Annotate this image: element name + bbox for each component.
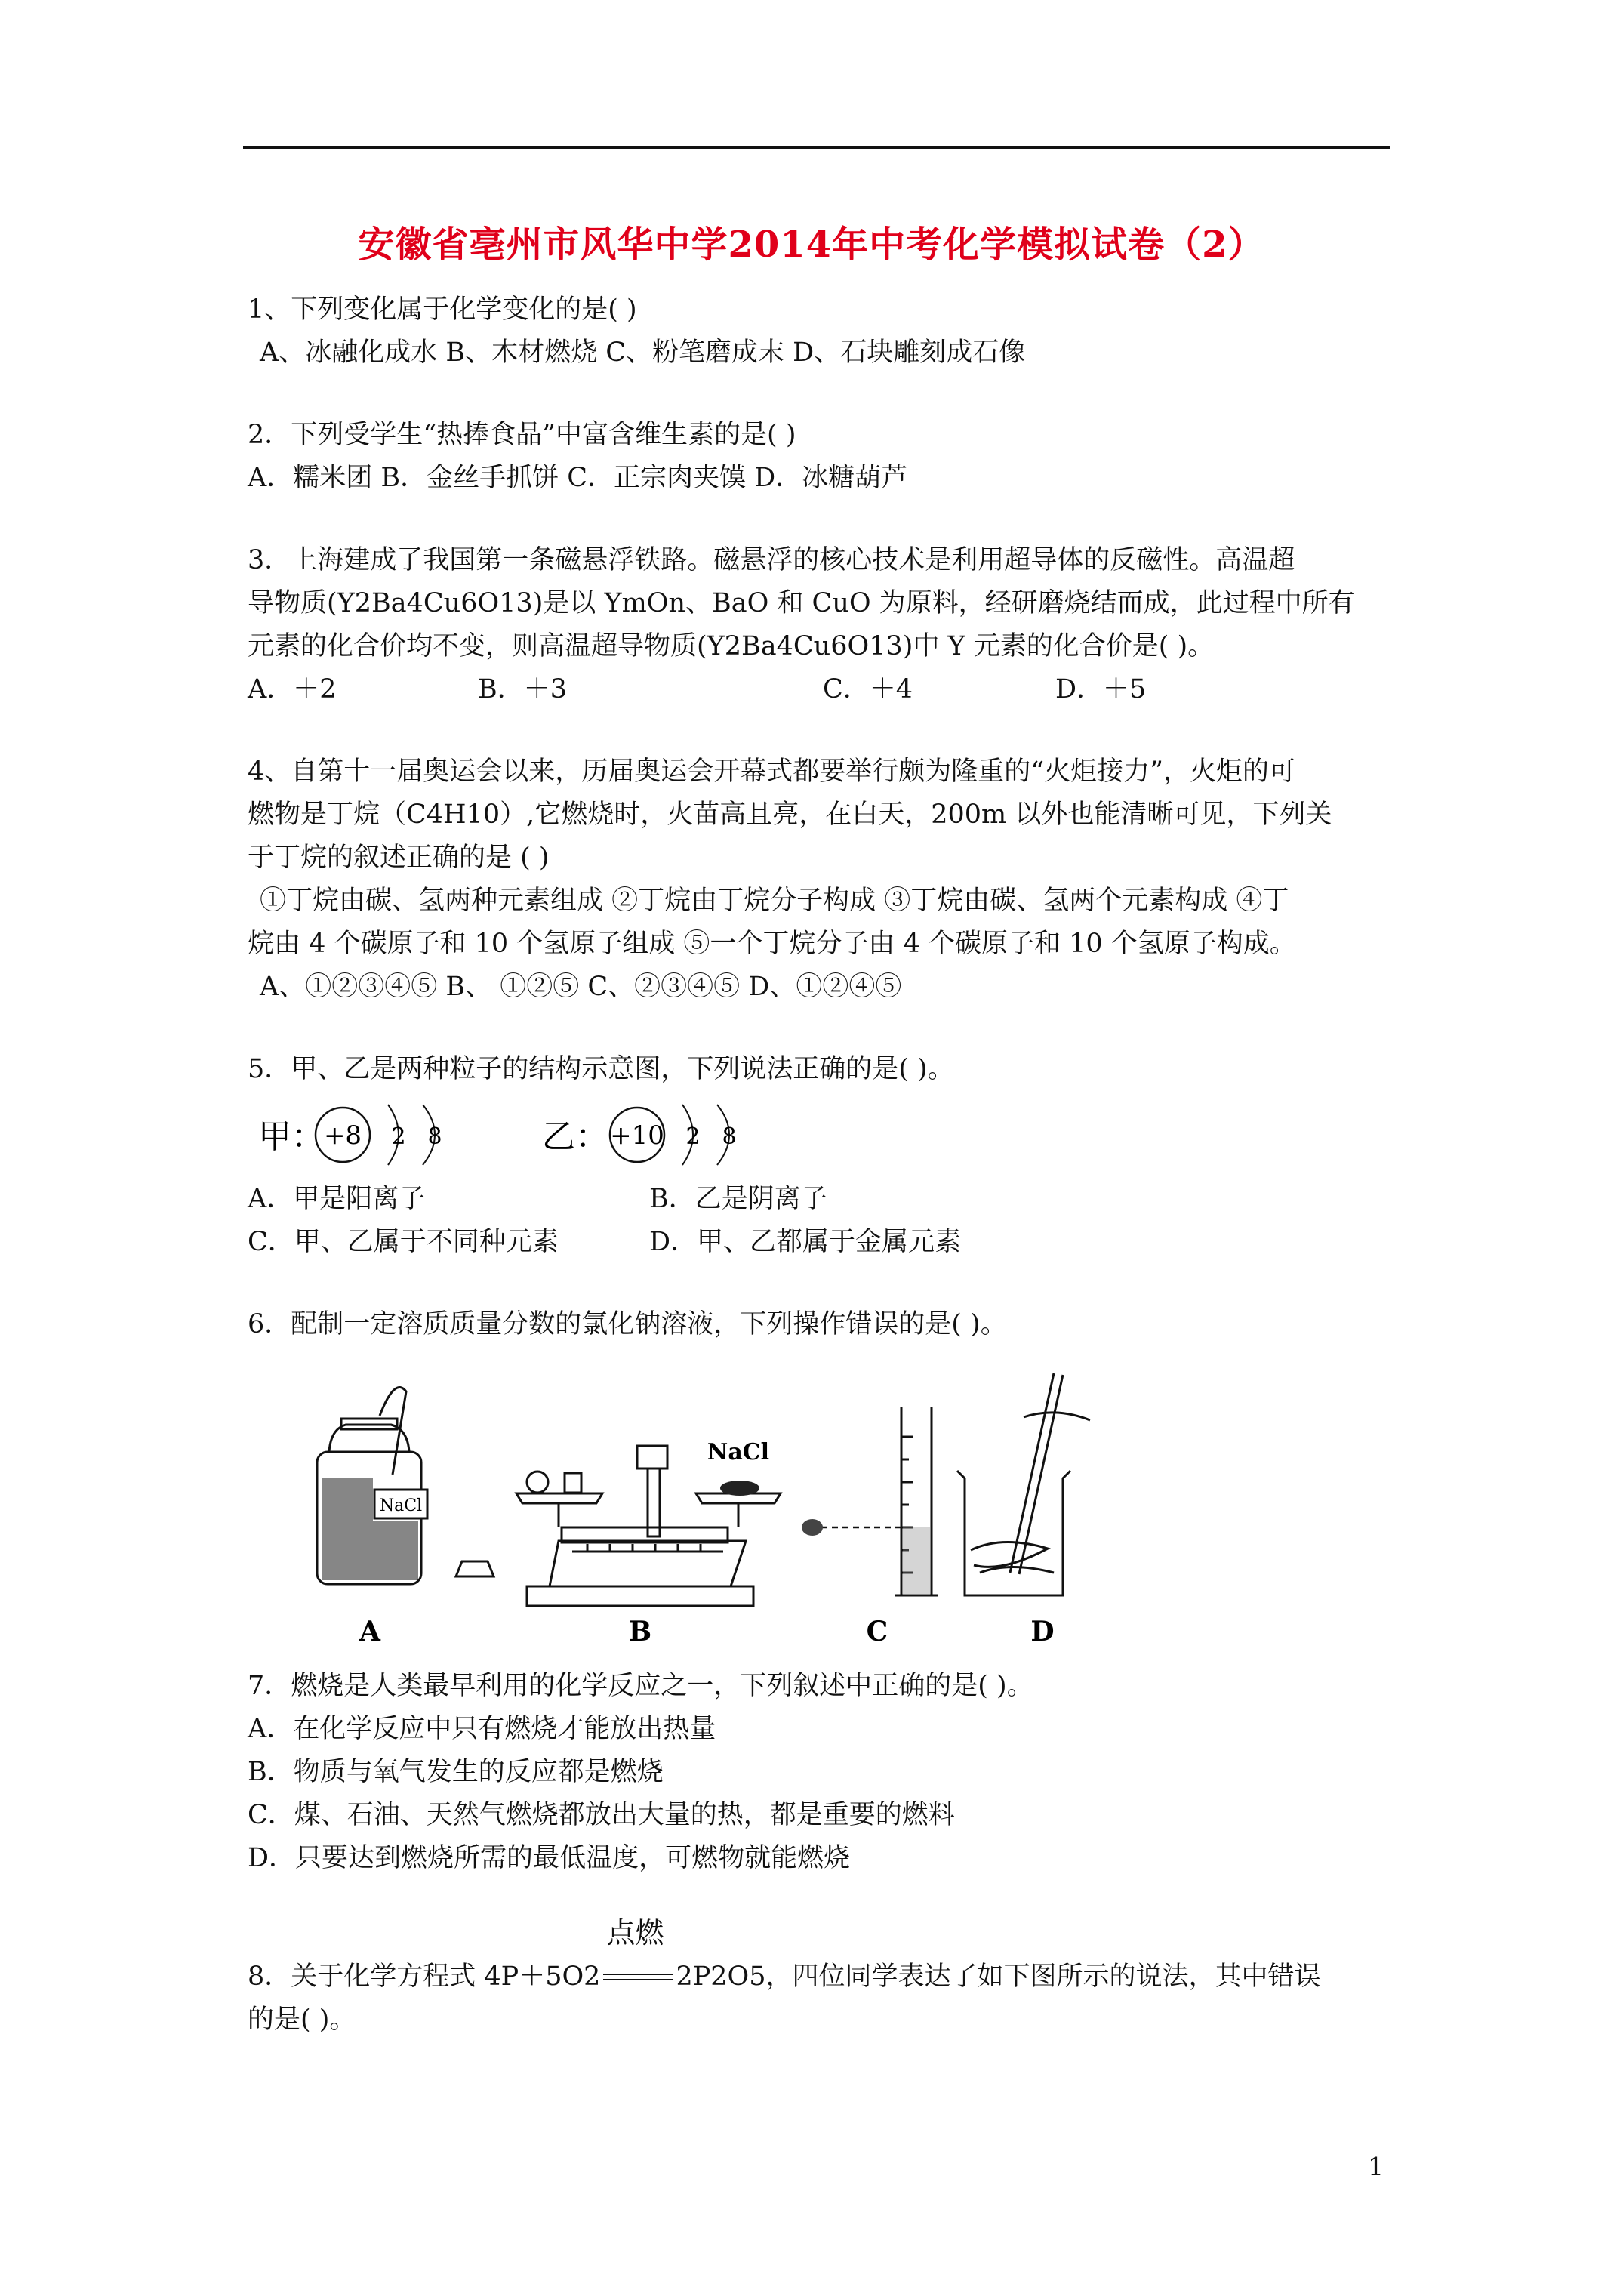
particle-a-label: 甲： [258,1117,325,1156]
particle-b-shell-1: 2 [685,1123,701,1150]
particle-b-label: 乙： [542,1117,608,1156]
reaction-condition: 点燃 [606,1916,664,1949]
particle-b-nucleus-charge: +10 [610,1120,664,1151]
atomic-structure-diagrams [248,1091,1395,1178]
eye-icon [802,1519,823,1536]
question-8-equation-line [248,1916,1395,1999]
option-a: A．甲是阳离子 [248,1184,426,1214]
question-7-option-c: C．煤、石油、天然气燃烧都放出大量的热，都是重要的燃料 [248,1800,955,1830]
option-c: C．＋4 [823,674,913,704]
question-4-line: 烷由 4 个碳原子和 10 个氢原子组成 ⑤一个丁烷分子由 4 个碳原子和 10 个氢原子构成。 [248,929,1296,959]
figure-label-c: C [866,1616,888,1647]
beaker [957,1373,1090,1595]
question-5-options-row-1 [248,1178,1395,1221]
question-1-options: A、冰融化成水 B、木材燃烧 C、粉笔磨成末 D、石块雕刻成石像 [260,337,1026,368]
balance [423,1446,781,1609]
particle-b-shell-2: 8 [722,1123,737,1150]
question-8-line-2: 的是( )。 [248,2005,356,2035]
lab-operations-svg [248,1346,1380,1648]
question-7-stem: 7．燃烧是人类最早利用的化学反应之一，下列叙述中正确的是( )。 [248,1671,1033,1701]
question-7-option-b: B．物质与氧气发生的反应都是燃烧 [248,1757,664,1787]
question-1-stem: 1、下列变化属于化学变化的是( ) [248,294,637,325]
equation-suffix: 2P2O5，四位同学表达了如下图所示的说法，其中错误 [676,1962,1321,1992]
atomic-structure-svg [248,1091,927,1178]
particle-a-nucleus-charge: +8 [323,1120,362,1151]
question-7-option-d: D．只要达到燃烧所需的最低温度，可燃物就能燃烧 [248,1843,851,1873]
page-number: 1 [1368,2152,1384,2181]
question-3-line: 3．上海建成了我国第一条磁悬浮铁路。磁悬浮的核心技术是利用超导体的反磁性。高温超 [248,545,1295,575]
option-d: D．甲、乙都属于金属元素 [649,1227,962,1257]
particle-a-shell-1: 2 [391,1123,406,1150]
question-4-line: ①丁烷由碳、氢两种元素组成 ②丁烷由丁烷分子构成 ③丁烷由碳、氢两个元素构成 ④丁 [260,886,1289,916]
question-5-stem: 5．甲、乙是两种粒子的结构示意图，下列说法正确的是( )。 [248,1054,954,1084]
question-3-line: 元素的化合价均不变，则高温超导物质(Y2Ba4Cu6O13)中 Y 元素的化合价是( )。 [248,631,1215,661]
question-3-options [248,668,1395,711]
question-5-options-row-2 [248,1221,1395,1264]
question-4-line: 4、自第十一届奥运会以来，历届奥运会开幕式都要举行颇为隆重的“火炬接力”，火炬的可 [248,757,1296,787]
header-rule [243,146,1390,149]
lab-operations-figure [248,1346,1395,1648]
liquid-in-cylinder [903,1527,930,1594]
option-d: D．＋5 [1055,674,1147,704]
page-title: 安徽省亳州市风华中学2014年中考化学模拟试卷（2） [358,223,1265,266]
question-2-stem: 2．下列受学生“热捧食品”中富含维生素的是( ) [248,420,796,450]
question-4-line: 燃物是丁烷（C4H10）,它燃烧时，火苗高且亮，在白天，200m 以外也能清晰可见，下列关 [248,800,1332,830]
question-4-line: 于丁烷的叙述正确的是 ( ) [248,843,550,873]
reaction-arrow [600,1916,676,1999]
figure-label-a: A [359,1616,380,1647]
figure-label-d: D [1030,1616,1055,1647]
exam-body [248,288,1395,2042]
option-c: C．甲、乙属于不同种元素 [248,1227,559,1257]
equation-prefix: 8．关于化学方程式 4P＋5O2 [248,1962,601,1992]
question-4-options: A、①②③④⑤ B、 ①②⑤ C、②③④⑤ D、①②④⑤ [260,972,902,1002]
salt-on-pan [720,1481,759,1496]
option-b: B．＋3 [478,674,567,704]
balance-reagent-label: NaCl [707,1439,770,1465]
question-3-line: 导物质(Y2Ba4Cu6O13)是以 YmOn、BaO 和 CuO 为原料，经研磨烧结而成，此过程中所有 [248,588,1355,618]
question-2-options: A．糯米团 B．金丝手抓饼 C．正宗肉夹馍 D．冰糖葫芦 [248,463,908,493]
particle-a-shell-2: 8 [427,1123,442,1150]
option-b: B．乙是阴离子 [649,1184,827,1214]
question-7-option-a: A．在化学反应中只有燃烧才能放出热量 [248,1714,716,1744]
figure-label-b: B [628,1616,652,1647]
option-a: A．＋2 [248,674,337,704]
bottle-stopper [456,1561,494,1576]
bottle-label: NaCl [379,1496,423,1515]
question-6-stem: 6．配制一定溶质质量分数的氯化钠溶液，下列操作错误的是( )。 [248,1309,1007,1339]
